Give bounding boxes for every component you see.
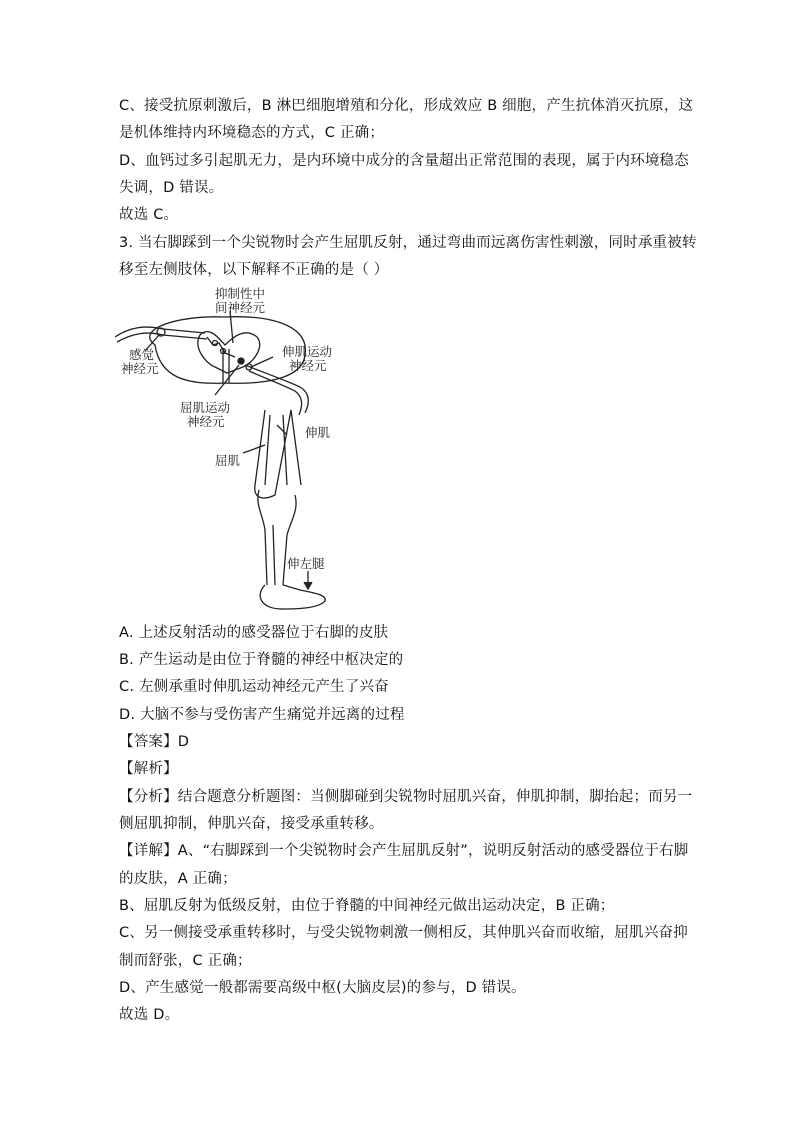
text-line: 故选 C。 — [119, 207, 179, 223]
question-line: 3. 当右脚踩到一个尖锐物时会产生屈肌反射，通过弯曲而远离伤害性刺激，同时承重被转 — [119, 235, 697, 251]
text-line: D、血钙过多引起肌无力，是内环境中成分的含量超出正常范围的表现，属于内环境稳态 — [119, 153, 689, 169]
analysis-line: B、屈肌反射为低级反射，由位于脊髓的中间神经元做出运动决定，B 正确； — [119, 898, 615, 914]
option-a: A. 上述反射活动的感受器位于右脚的皮肤 — [119, 625, 389, 641]
analysis-line: 的皮肤，A 正确； — [119, 871, 237, 887]
option-c: C. 左侧承重时伸肌运动神经元产生了兴奋 — [119, 679, 389, 695]
analysis-line: 【详解】A、“右脚踩到一个尖锐物时会产生屈肌反射”，说明反射活动的感受器位于右脚 — [119, 843, 689, 859]
text-line: 是机体维持内环境稳态的方式，C 正确； — [119, 125, 385, 141]
reflex-diagram — [115, 285, 355, 615]
label-inhibitory-interneuron-1: 抑制性中 — [215, 286, 266, 301]
label-inhibitory-interneuron-2: 间神经元 — [215, 300, 266, 315]
label-sensory-neuron-2: 神经元 — [121, 361, 159, 376]
answer-line: 【答案】D — [119, 734, 190, 750]
label-extensor-muscle: 伸肌 — [305, 425, 331, 440]
analysis-heading: 【解析】 — [119, 761, 178, 777]
analysis-line: 侧屈肌抑制，伸肌兴奋，接受承重转移。 — [119, 816, 384, 832]
label-extend-left-leg: 伸左腿 — [287, 556, 325, 571]
analysis-line: 故选 D。 — [119, 1007, 180, 1023]
text-line: C、接受抗原刺激后，B 淋巴细胞增殖和分化，形成效应 B 细胞，产生抗体消灭抗原，这 — [119, 98, 694, 114]
label-flexor-motor-neuron-1: 屈肌运动 — [180, 400, 231, 415]
analysis-line: 【分析】结合题意分析题图：当侧脚碰到尖锐物时屈肌兴奋，伸肌抑制，脚抬起；而另一 — [119, 789, 693, 805]
label-flexor-muscle: 屈肌 — [215, 453, 241, 468]
label-extensor-motor-neuron-2: 神经元 — [289, 358, 327, 373]
option-d: D. 大脑不参与受伤害产生痛觉并远离的过程 — [119, 707, 405, 723]
analysis-line: C、另一侧接受承重转移时，与受尖锐物刺激一侧相反，其伸肌兴奋而收缩，屈肌兴奋抑 — [119, 925, 688, 941]
analysis-line: 制而舒张，C 正确； — [119, 953, 252, 969]
label-flexor-motor-neuron-2: 神经元 — [187, 414, 225, 429]
analysis-line: D、产生感觉一般都需要高级中枢(大脑皮层)的参与，D 错误。 — [119, 980, 526, 996]
text-line: 失调，D 错误。 — [119, 180, 224, 196]
label-sensory-neuron-1: 感觉 — [129, 347, 155, 362]
label-extensor-motor-neuron-1: 伸肌运动 — [282, 344, 333, 359]
question-line: 移至左侧肢体，以下解释不正确的是（ ） — [119, 262, 389, 278]
option-b: B. 产生运动是由位于脊髓的神经中枢决定的 — [119, 652, 404, 668]
